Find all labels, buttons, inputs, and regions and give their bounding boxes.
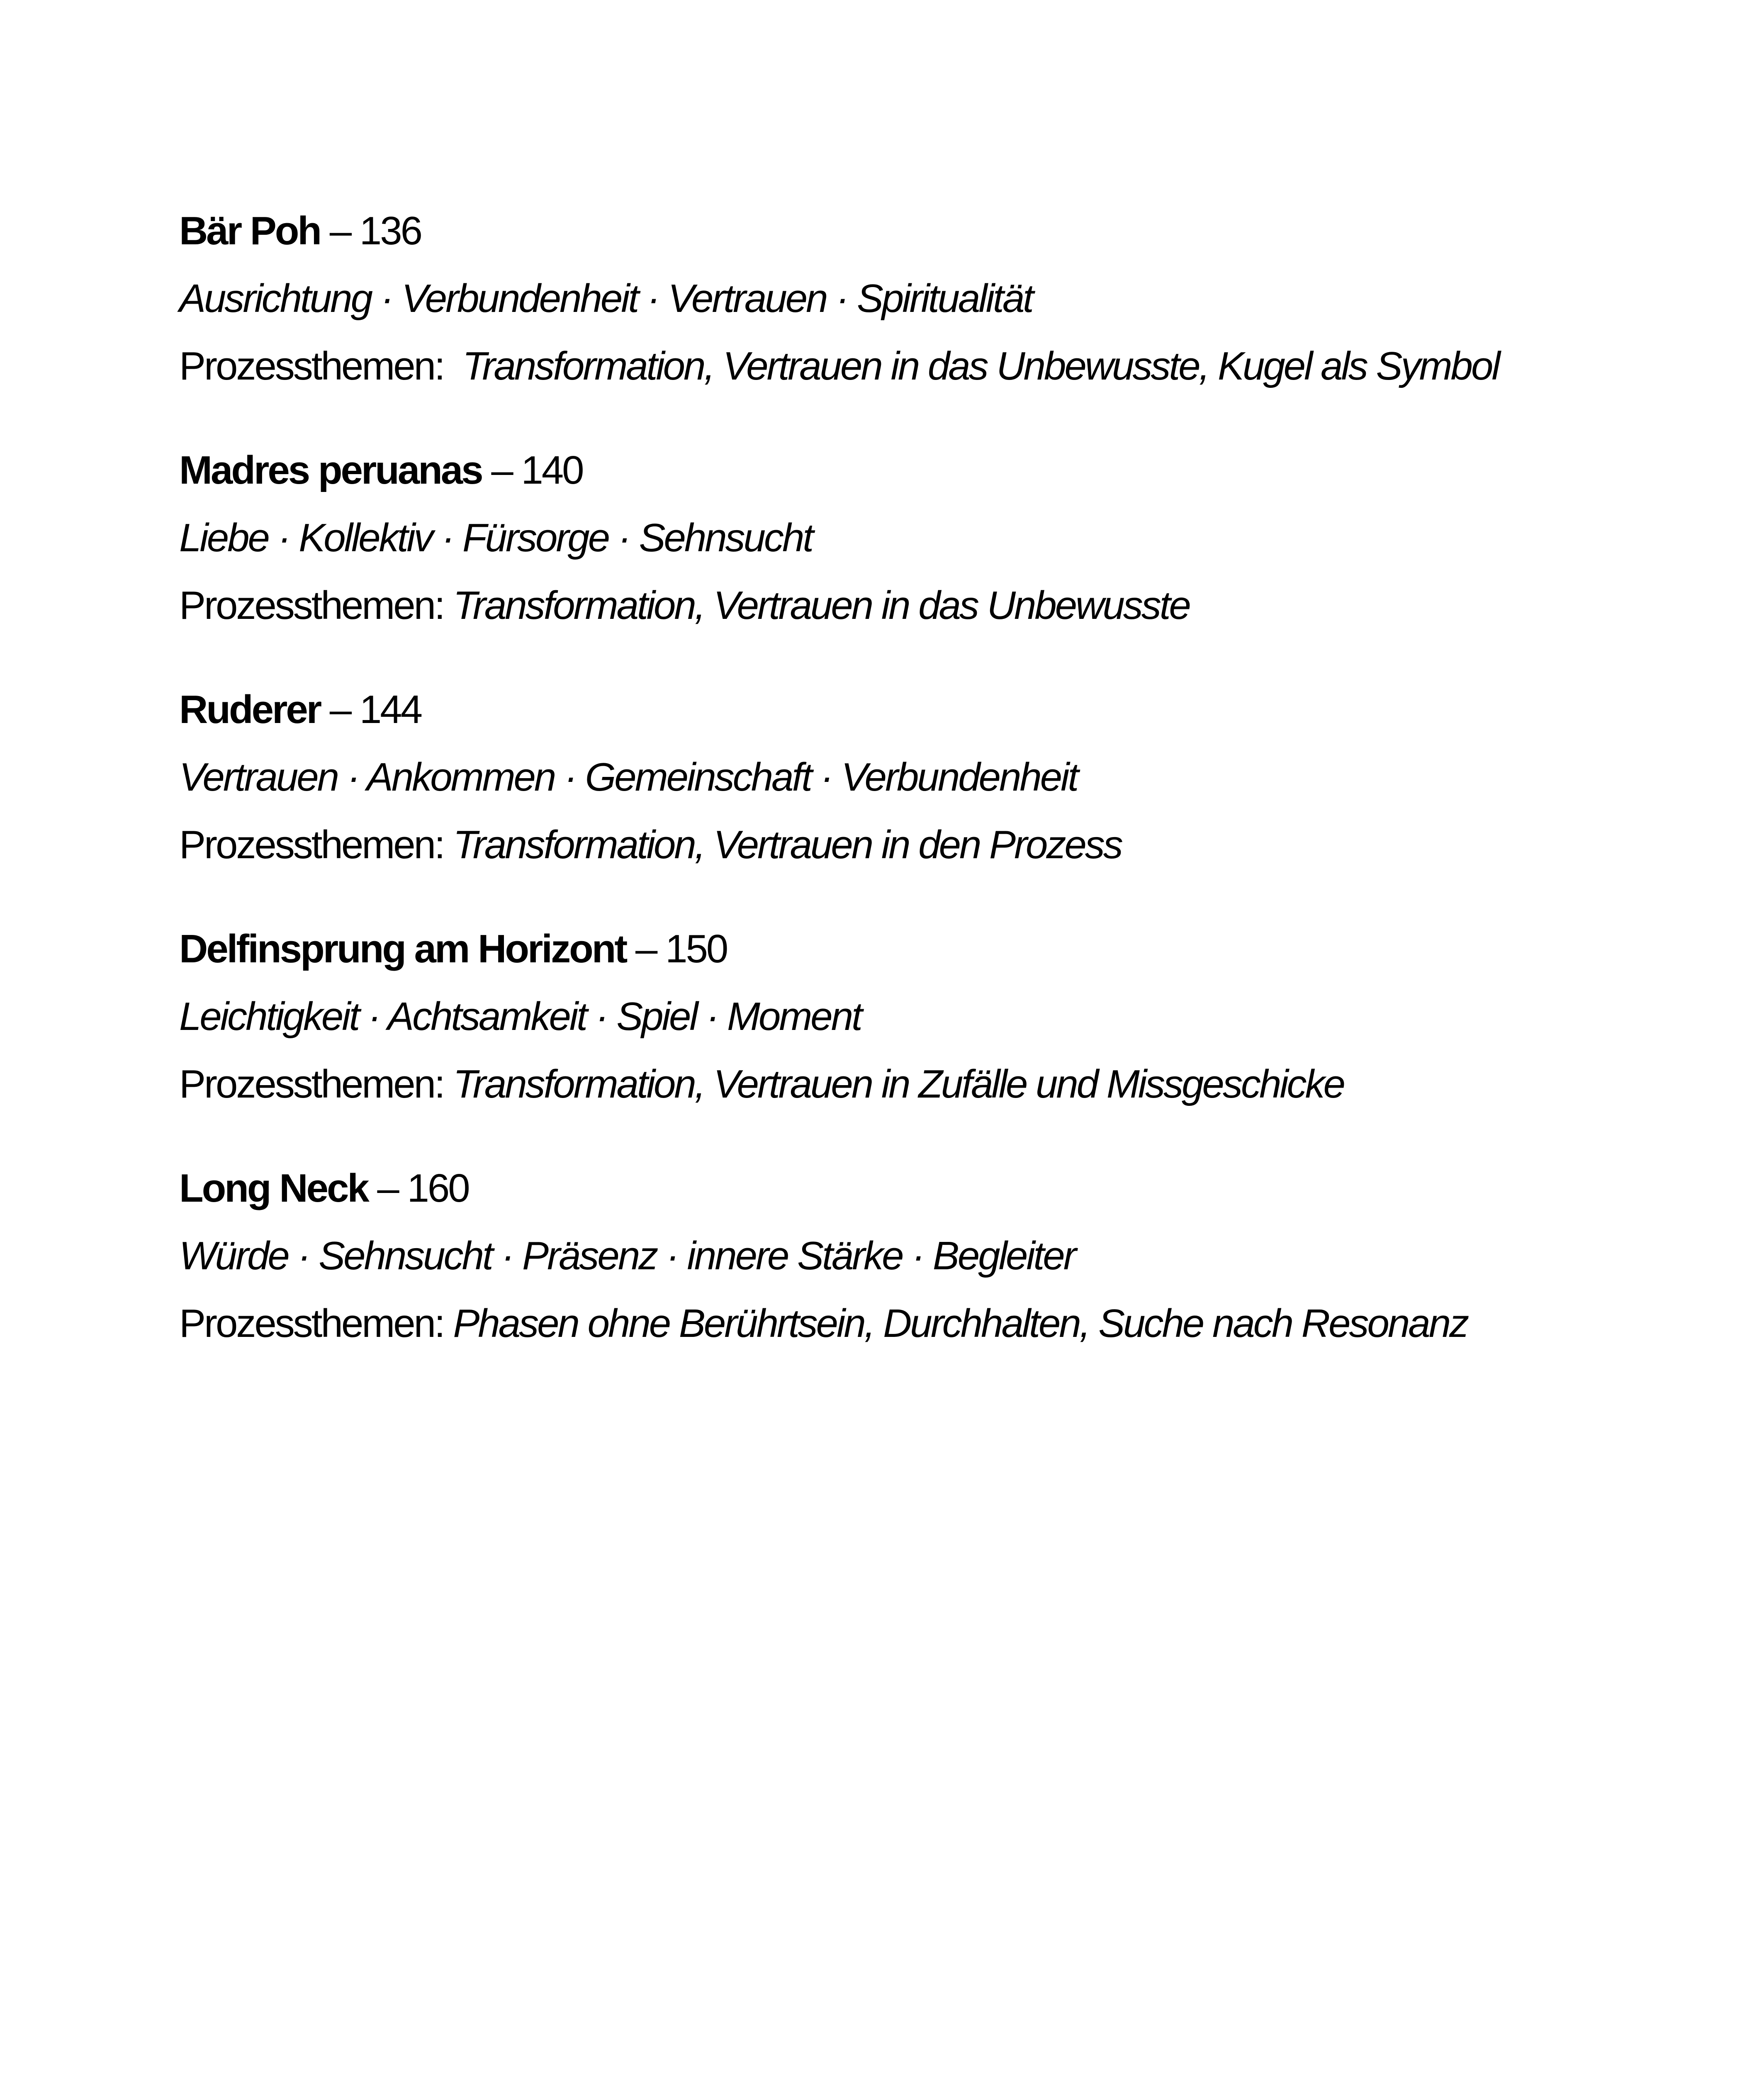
entry-title: Ruderer (179, 687, 321, 732)
entry-title: Bär Poh (179, 209, 321, 253)
entry-title: Delfinsprung am Horizont (179, 927, 626, 971)
entry-process-themes (179, 332, 1631, 400)
entry-heading (179, 436, 1631, 504)
entry-page-number: – 150 (635, 927, 727, 971)
entry-ruderer (179, 676, 1631, 879)
entry-keywords: Liebe · Kollektiv · Fürsorge · Sehnsucht (179, 516, 813, 560)
entry-process-themes (179, 572, 1631, 639)
process-themes-text: Transformation, Vertrauen in Zufälle und Missgeschicke (453, 1062, 1344, 1106)
entry-process-themes (179, 1290, 1631, 1357)
process-themes-label: Prozessthemen: (179, 344, 462, 388)
entry-page-number: – 136 (329, 209, 421, 253)
entry-title: Long Neck (179, 1166, 368, 1210)
process-themes-text: Phasen ohne Berührtsein, Durchhalten, Suche nach Resonanz (453, 1301, 1468, 1346)
entry-title: Madres peruanas (179, 448, 482, 492)
entry-page-number: – 144 (329, 687, 421, 732)
entry-page-number: – 140 (491, 448, 583, 492)
process-themes-text: Transformation, Vertrauen in das Unbewusste, Kugel als Symbol (462, 344, 1499, 388)
entry-process-themes (179, 811, 1631, 879)
process-themes-label: Prozessthemen: (179, 1301, 453, 1346)
entry-keywords: Vertrauen · Ankommen · Gemeinschaft · Verbundenheit (179, 755, 1078, 799)
entry-list (179, 197, 1631, 1394)
process-themes-label: Prozessthemen: (179, 583, 453, 628)
entry-delfinsprung (179, 915, 1631, 1118)
entry-keywords: Würde · Sehnsucht · Präsenz · innere Stärke · Begleiter (179, 1234, 1075, 1278)
entry-heading (179, 676, 1631, 743)
entry-heading (179, 1154, 1631, 1222)
entry-keywords: Ausrichtung · Verbundenheit · Vertrauen · Spiritualität (179, 276, 1032, 321)
entry-long-neck (179, 1154, 1631, 1357)
entry-heading (179, 197, 1631, 265)
process-themes-label: Prozessthemen: (179, 823, 453, 867)
entry-heading (179, 915, 1631, 983)
entry-baer-poh (179, 197, 1631, 400)
process-themes-text: Transformation, Vertrauen in das Unbewusste (453, 583, 1190, 628)
entry-page-number: – 160 (377, 1166, 469, 1210)
entry-process-themes (179, 1050, 1631, 1118)
entry-keywords: Leichtigkeit · Achtsamkeit · Spiel · Moment (179, 994, 861, 1039)
entry-madres-peruanas (179, 436, 1631, 639)
process-themes-label: Prozessthemen: (179, 1062, 453, 1106)
process-themes-text: Transformation, Vertrauen in den Prozess (453, 823, 1122, 867)
